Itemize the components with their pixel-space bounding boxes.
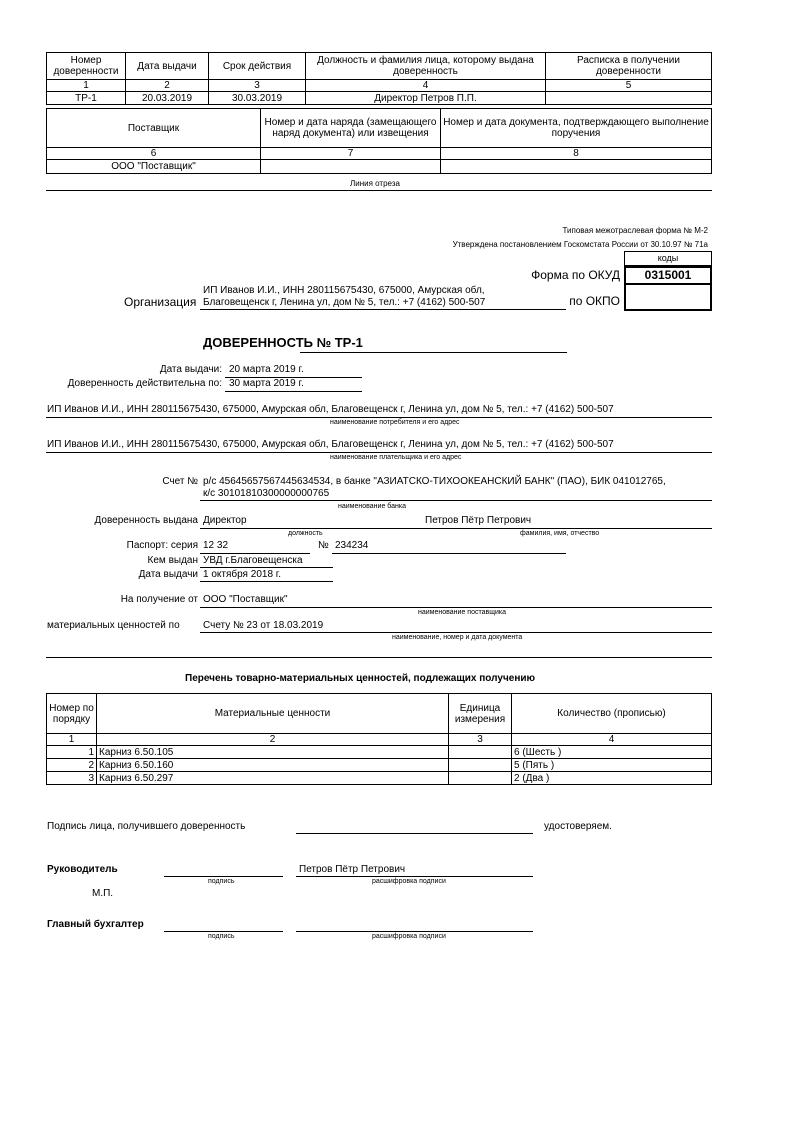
director-name-line <box>296 876 533 877</box>
table-row <box>47 772 712 785</box>
accountant-label: Главный бухгалтер <box>47 919 144 930</box>
cell-number: ТР-1 <box>47 92 126 105</box>
receive-from-caption: наименование поставщика <box>418 609 506 616</box>
page-title: ДОВЕРЕННОСТЬ № ТР-1 <box>203 335 363 350</box>
issued-to-position: Директор <box>203 515 247 526</box>
items-table <box>46 693 712 785</box>
tear-off-table <box>46 52 712 105</box>
organization-line1: ИП Иванов И.И., ИНН 280115675430, 675000, Амурская обл, <box>203 285 485 296</box>
consumer-value: ИП Иванов И.И., ИНН 280115675430, 675000, Амурская обл, Благовещенск г, Ленина ул, дом № 5, тел.: +7 (4162) 500-507 <box>47 404 614 415</box>
cell-order <box>261 160 441 174</box>
form-approval: Утверждена постановлением Госкомстата России от 30.10.97 № 71а <box>452 240 708 249</box>
director-name-caption: расшифровка подписи <box>372 878 446 885</box>
account-underline <box>200 500 712 501</box>
valid-until-label: Доверенность действительна по: <box>67 378 222 389</box>
header-confirm-doc: Номер и дата документа, подтверждающего выполнение поручения <box>441 109 712 148</box>
col-num: 5 <box>546 80 712 92</box>
accountant-name-caption: расшифровка подписи <box>372 933 446 940</box>
director-sign-line <box>164 876 283 877</box>
codes-label: коды <box>625 252 711 266</box>
recipient-signature-line <box>296 833 533 834</box>
row-number: 2 <box>47 759 97 772</box>
certify-label: удостоверяем. <box>544 821 612 832</box>
passport-series-underline <box>200 553 310 554</box>
organization-line2: Благовещенск г, Ленина ул, дом № 5, тел.: +7 (4162) 500-507 <box>203 297 486 308</box>
cell-validity: 30.03.2019 <box>209 92 306 105</box>
receive-from-underline <box>200 607 712 608</box>
passport-date-label: Дата выдачи <box>138 569 198 580</box>
issued-by-label: Кем выдан <box>147 555 198 566</box>
accountant-sign-caption: подпись <box>208 933 235 940</box>
consumer-underline <box>46 417 712 418</box>
receive-from-value: ООО "Поставщик" <box>203 594 288 605</box>
header-quantity: Количество (прописью) <box>512 694 712 734</box>
okud-label: Форма по ОКУД <box>531 268 620 282</box>
director-sign-caption: подпись <box>208 878 235 885</box>
recipient-signature-label: Подпись лица, получившего доверенность <box>47 821 246 832</box>
issued-to-underline <box>200 528 712 529</box>
director-label: Руководитель <box>47 864 118 875</box>
header-validity: Срок действия <box>209 53 306 80</box>
row-unit <box>449 746 512 759</box>
consumer-caption: наименование потребителя и его адрес <box>330 419 460 426</box>
cell-confirm-doc <box>441 160 712 174</box>
payer-underline <box>46 452 712 453</box>
list-title: Перечень товарно-материальных ценностей, подлежащих получению <box>185 673 536 684</box>
header-unit: Единица измерения <box>449 694 512 734</box>
tear-off-table-2 <box>46 108 712 174</box>
issued-to-label: Доверенность выдана <box>94 515 198 526</box>
issued-to-name: Петров Пётр Петрович <box>425 515 532 526</box>
passport-number-label: № <box>318 540 329 551</box>
issue-date-value: 20 марта 2019 г. <box>229 364 304 375</box>
row-material: Карниз 6.50.297 <box>97 772 449 785</box>
col-num: 6 <box>47 148 261 160</box>
row-number: 1 <box>47 746 97 759</box>
cell-supplier: ООО "Поставщик" <box>47 160 261 174</box>
col-num: 3 <box>209 80 306 92</box>
issued-by-underline <box>200 567 333 568</box>
receive-from-label: На получение от <box>120 594 198 605</box>
cut-line <box>46 190 712 191</box>
payer-caption: наименование плательщика и его адрес <box>330 454 462 461</box>
header-receipt: Расписка в получении доверенности <box>546 53 712 80</box>
col-num: 4 <box>306 80 546 92</box>
cell-date: 20.03.2019 <box>126 92 209 105</box>
passport-number: 234234 <box>335 540 369 551</box>
header-date: Дата выдачи <box>126 53 209 80</box>
col-num: 3 <box>449 734 512 746</box>
table-row <box>47 759 712 772</box>
payer-value: ИП Иванов И.И., ИНН 280115675430, 675000, Амурская обл, Благовещенск г, Ленина ул, дом № 5, тел.: +7 (4162) 500-507 <box>47 439 614 450</box>
account-label: Счет № <box>162 476 198 487</box>
account-line2: к/с 30101810300000000765 <box>203 488 330 499</box>
col-num: 4 <box>512 734 712 746</box>
row-unit <box>449 772 512 785</box>
name-caption: фамилия, имя, отчество <box>520 530 600 537</box>
accountant-sign-line <box>164 931 283 932</box>
table-row <box>47 746 712 759</box>
header-order: Номер и дата наряда (замещающего наряд документа) или извещения <box>261 109 441 148</box>
account-caption: наименование банка <box>338 503 406 510</box>
col-num: 2 <box>126 80 209 92</box>
valid-until-value: 30 марта 2019 г. <box>229 378 304 389</box>
header-material: Материальные ценности <box>97 694 449 734</box>
materials-doc-value: Счету № 23 от 18.03.2019 <box>203 620 324 631</box>
stamp-label: М.П. <box>92 888 114 899</box>
row-material: Карниз 6.50.160 <box>97 759 449 772</box>
passport-date-value: 1 октября 2018 г. <box>203 569 281 580</box>
col-num: 7 <box>261 148 441 160</box>
okpo-label: по ОКПО <box>569 294 620 308</box>
form-type: Типовая межотраслевая форма № М-2 <box>562 226 708 235</box>
passport-date-underline <box>200 581 333 582</box>
title-underline <box>300 352 567 353</box>
account-line1: р/с 45645657567445634534, в банке "АЗИАТСКО-ТИХООКЕАНСКИЙ БАНК" (ПАО), БИК 041012765, <box>203 476 666 487</box>
col-num: 1 <box>47 734 97 746</box>
materials-doc-underline-2 <box>46 657 712 658</box>
organization-underline <box>200 298 566 310</box>
valid-until-underline <box>225 391 362 392</box>
materials-doc-underline <box>200 632 712 633</box>
codes-box <box>624 251 712 311</box>
passport-number-underline <box>332 553 566 554</box>
row-quantity: 5 (Пять ) <box>512 759 712 772</box>
header-number: Номер доверенности <box>47 53 126 80</box>
row-quantity: 2 (Два ) <box>512 772 712 785</box>
header-row-number: Номер по порядку <box>47 694 97 734</box>
header-position: Должность и фамилия лица, которому выдана доверенность <box>306 53 546 80</box>
materials-doc-caption: наименование, номер и дата документа <box>392 634 523 641</box>
row-material: Карниз 6.50.105 <box>97 746 449 759</box>
director-name: Петров Пётр Петрович <box>299 864 406 875</box>
passport-series-label: Паспорт: серия <box>126 540 198 551</box>
accountant-name-line <box>296 931 533 932</box>
col-num: 8 <box>441 148 712 160</box>
cut-line-label: Линия отреза <box>350 179 400 188</box>
header-supplier: Поставщик <box>47 109 261 148</box>
okud-code: 0315001 <box>624 266 712 285</box>
okpo-code <box>624 285 712 311</box>
materials-doc-label: материальных ценностей по <box>47 620 180 631</box>
row-number: 3 <box>47 772 97 785</box>
cell-position: Директор Петров П.П. <box>306 92 546 105</box>
issued-by-value: УВД г.Благовещенска <box>203 555 303 566</box>
issue-date-label: Дата выдачи: <box>159 364 222 375</box>
col-num: 2 <box>97 734 449 746</box>
cell-receipt <box>546 92 712 105</box>
organization-label: Организация <box>124 295 197 309</box>
col-num: 1 <box>47 80 126 92</box>
passport-series: 12 32 <box>203 540 229 551</box>
row-quantity: 6 (Шесть ) <box>512 746 712 759</box>
position-caption: должность <box>288 530 323 537</box>
row-unit <box>449 759 512 772</box>
